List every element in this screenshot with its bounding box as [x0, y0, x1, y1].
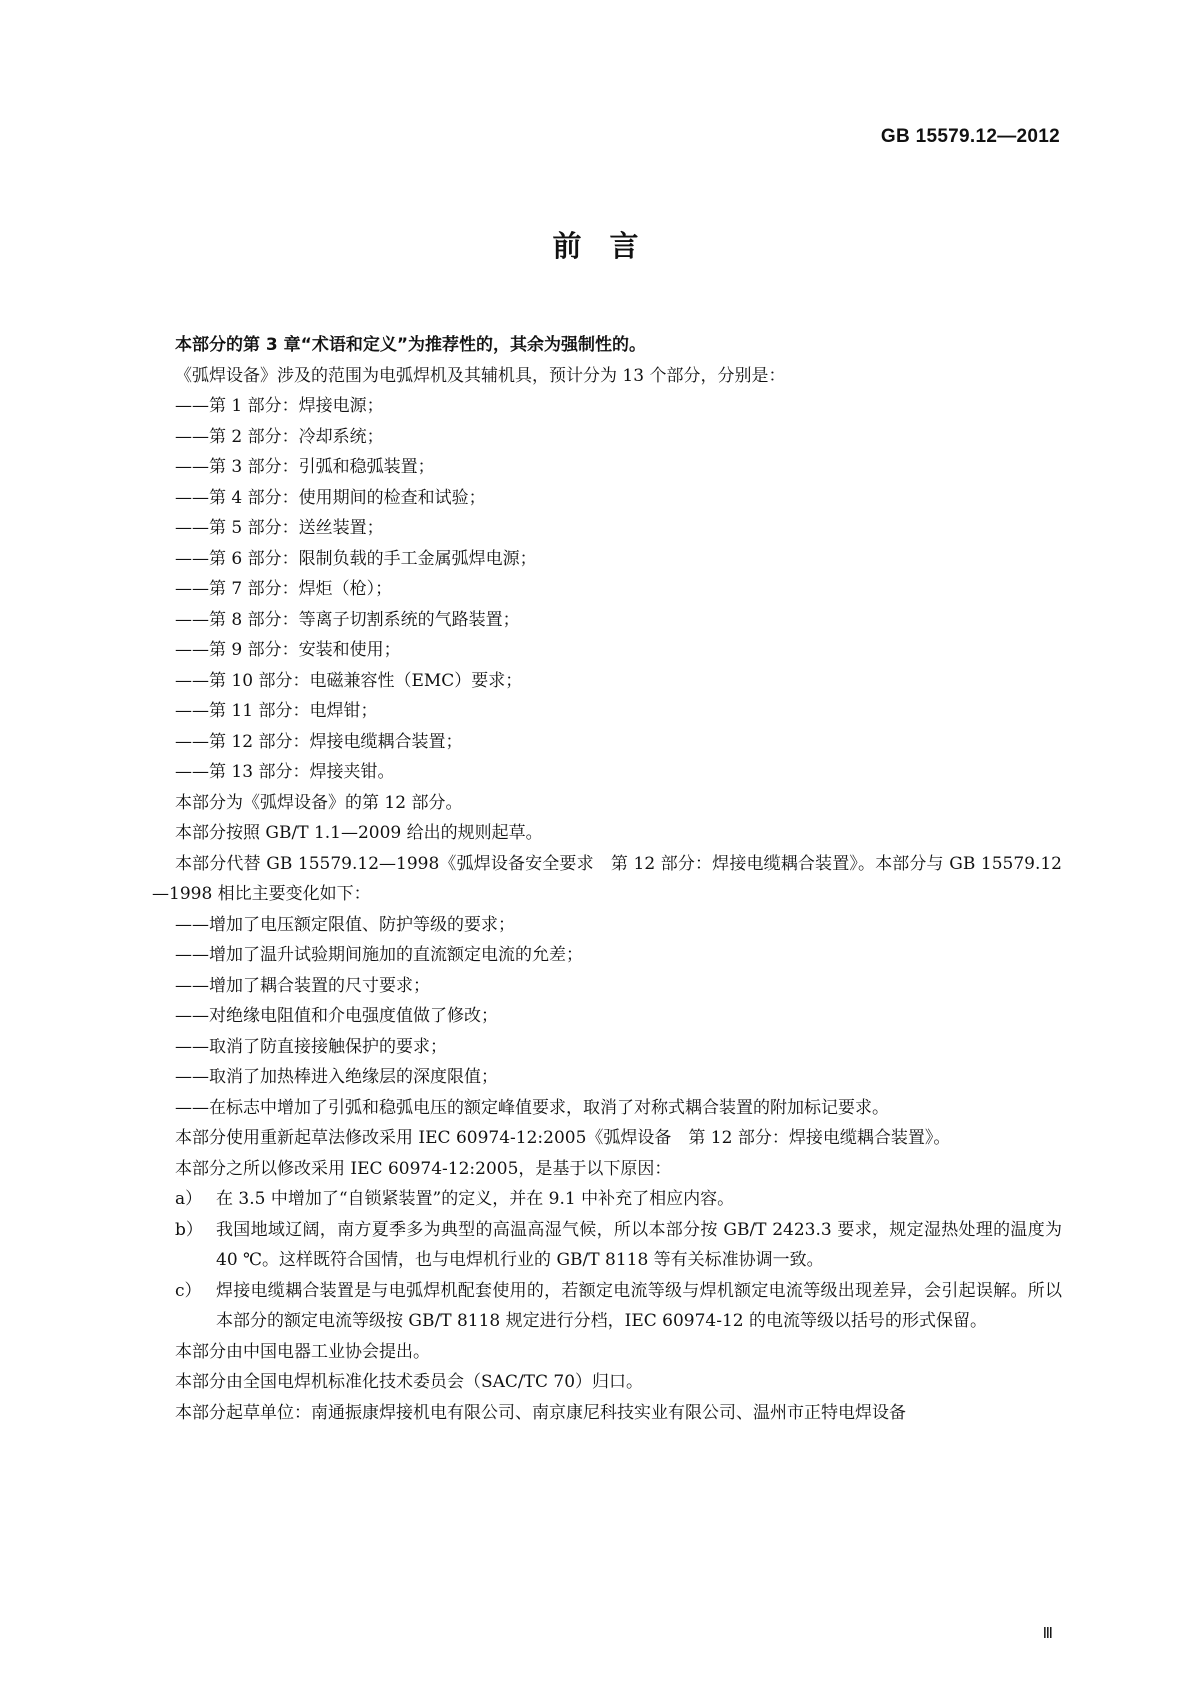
list-item: ——第 9 部分：安装和使用；	[175, 640, 401, 660]
changes-list	[152, 910, 1062, 1124]
list-item: ——第 11 部分：电焊钳；	[175, 701, 378, 721]
list-item: ——第 3 部分：引弧和稳弧装置；	[175, 457, 435, 477]
drafters-paragraph: 本部分起草单位：南通振康焊接机电有限公司、南京康尼科技实业有限公司、温州市正特电焊设备	[175, 1402, 906, 1423]
list-item: ——第 8 部分：等离子切割系统的气路装置；	[175, 609, 520, 630]
part12-paragraph: 本部分为《弧焊设备》的第 12 部分。	[175, 792, 463, 813]
reason-label: c）	[175, 1280, 202, 1301]
list-item: ——第 12 部分：焊接电缆耦合装置；	[175, 731, 463, 752]
standard-number: GB 15579.12—2012	[880, 126, 1060, 147]
reason-item	[152, 1276, 1062, 1337]
reasons-list	[152, 1184, 1062, 1337]
list-item: ——第 7 部分：焊炬（枪）；	[175, 579, 393, 599]
reason-text: 焊接电缆耦合装置是与电弧焊机配套使用的，若额定电流等级与焊机额定电流等级出现差异，会引起误解。所以本部分的额定电流等级按 GB/T 8118 规定进行分档，IEC 60974-12 的电流等级以括号的形式保留。	[216, 1280, 1062, 1331]
list-item: ——在标志中增加了引弧和稳弧电压的额定峰值要求，取消了对称式耦合装置的附加标记要求。	[175, 1097, 889, 1118]
list-item: ——第 1 部分：焊接电源；	[175, 396, 384, 416]
reason-text: 在 3.5 中增加了“自锁紧装置”的定义，并在 9.1 中补充了相应内容。	[216, 1189, 735, 1209]
iec-adoption-paragraph: 本部分使用重新起草法修改采用 IEC 60974-12:2005《弧焊设备 第 12 部分：焊接电缆耦合装置》。	[175, 1128, 951, 1148]
reason-item	[152, 1215, 1062, 1276]
list-item: ——增加了耦合装置的尺寸要求；	[175, 975, 430, 996]
list-item: ——第 5 部分：送丝装置；	[175, 518, 384, 538]
list-item: ——增加了温升试验期间施加的直流额定电流的允差；	[175, 945, 583, 965]
normative-statement: 本部分的第 3 章“术语和定义”为推荐性的，其余为强制性的。	[175, 335, 647, 355]
centralized-by-paragraph: 本部分由全国电焊机标准化技术委员会（SAC/TC 70）归口。	[175, 1372, 644, 1392]
list-item: ——取消了加热棒进入绝缘层的深度限值；	[175, 1067, 498, 1087]
reason-text: 我国地域辽阔，南方夏季多为典型的高温高湿气候，所以本部分按 GB/T 2423.3 要求，规定湿热处理的温度为 40 ℃。这样既符合国情，也与电焊机行业的 GB/T 8118 等有关标准协调一致。	[216, 1219, 1062, 1270]
list-item: ——第 13 部分：焊接夹钳。	[175, 762, 395, 782]
reason-item	[152, 1184, 1062, 1215]
page-title: 前言	[552, 229, 667, 263]
page-number: Ⅲ	[1042, 1625, 1053, 1642]
list-item: ——取消了防直接接触保护的要求；	[175, 1036, 447, 1057]
reason-label: b）	[175, 1219, 203, 1240]
preface-body	[152, 330, 1062, 1428]
rules-paragraph: 本部分按照 GB/T 1.1—2009 给出的规则起草。	[175, 823, 543, 843]
list-item: ——第 6 部分：限制负载的手工金属弧焊电源；	[175, 548, 537, 569]
proposed-by-paragraph: 本部分由中国电器工业协会提出。	[175, 1341, 430, 1362]
replacement-paragraph: 本部分代替 GB 15579.12—1998《弧焊设备安全要求 第 12 部分：焊接电缆耦合装置》。本部分与 GB 15579.12—1998 相比主要变化如下：	[152, 853, 1062, 904]
reason-label: a）	[175, 1189, 203, 1209]
list-item: ——第 4 部分：使用期间的检查和试验；	[175, 487, 486, 508]
list-item: ——增加了电压额定限值、防护等级的要求；	[175, 914, 515, 935]
list-item: ——第 2 部分：冷却系统；	[175, 426, 384, 447]
parts-list	[152, 391, 1062, 788]
scope-paragraph: 《弧焊设备》涉及的范围为电弧焊机及其辅机具，预计分为 13 个部分，分别是：	[175, 365, 786, 386]
reasons-paragraph: 本部分之所以修改采用 IEC 60974-12:2005，是基于以下原因：	[175, 1158, 672, 1179]
list-item: ——对绝缘电阻值和介电强度值做了修改；	[175, 1006, 498, 1026]
list-item: ——第 10 部分：电磁兼容性（EMC）要求；	[175, 670, 523, 691]
